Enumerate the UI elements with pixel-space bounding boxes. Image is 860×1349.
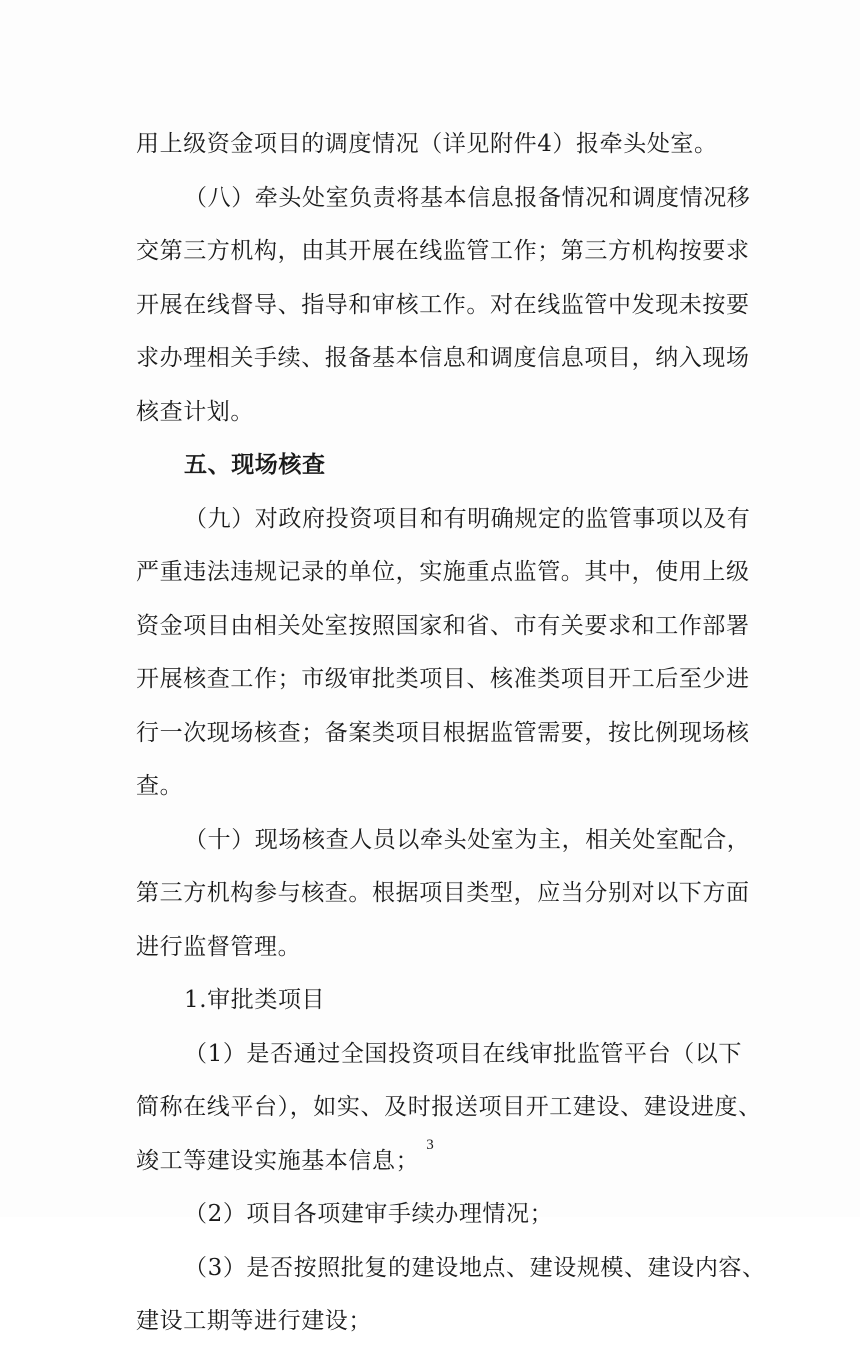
text-line: 1.审批类项目	[184, 987, 326, 1013]
text-line: 严重违法违规记录的单位，实施重点监管。其中，使用上级	[136, 559, 750, 585]
text-line: 求办理相关手续、报备基本信息和调度信息项目，纳入现场	[136, 345, 750, 371]
text-line: （1）是否通过全国投资项目在线审批监管平台（以下	[184, 1040, 743, 1067]
text-line: 竣工等建设实施基本信息；	[136, 1147, 420, 1174]
text-line: 行一次现场核查；备案类项目根据监管需要，按比例现场核	[136, 719, 750, 746]
section-heading: 五、现场核查	[184, 452, 326, 478]
text-line: （2）项目各项建审手续办理情况；	[184, 1201, 554, 1227]
text-line: 进行监督管理。	[136, 933, 302, 960]
text-line: （3）是否按照批复的建设地点、建设规模、建设内容、	[184, 1254, 766, 1281]
text-line: 交第三方机构，由其开展在线监管工作；第三方机构按要求	[136, 238, 750, 264]
text-line: 查。	[136, 773, 184, 799]
text-line: 资金项目由相关处室按照国家和省、市有关要求和工作部署	[136, 612, 750, 639]
text-line: （九）对政府投资项目和有明确规定的监管事项以及有	[184, 505, 751, 532]
text-line: 建设工期等进行建设；	[136, 1308, 372, 1334]
text-line: （八）牵头处室负责将基本信息报备情况和调度情况移	[184, 184, 751, 211]
document-body	[136, 118, 766, 1349]
text-line: 简称在线平台），如实、及时报送项目开工建设、建设进度、	[136, 1094, 762, 1120]
text-line: 开展在线督导、指导和审核工作。对在线监管中发现未按要	[136, 291, 750, 318]
text-line: （十）现场核查人员以牵头处室为主，相关处室配合，	[184, 826, 751, 853]
text-line: 开展核查工作；市级审批类项目、核准类项目开工后至少进	[136, 666, 750, 692]
text-line: 用上级资金项目的调度情况（详见附件4）报牵头处室。	[136, 131, 718, 157]
text-line: 第三方机构参与核查。根据项目类型，应当分别对以下方面	[136, 880, 750, 906]
page-number: 3	[426, 1137, 434, 1153]
text-line: 核查计划。	[136, 398, 254, 425]
